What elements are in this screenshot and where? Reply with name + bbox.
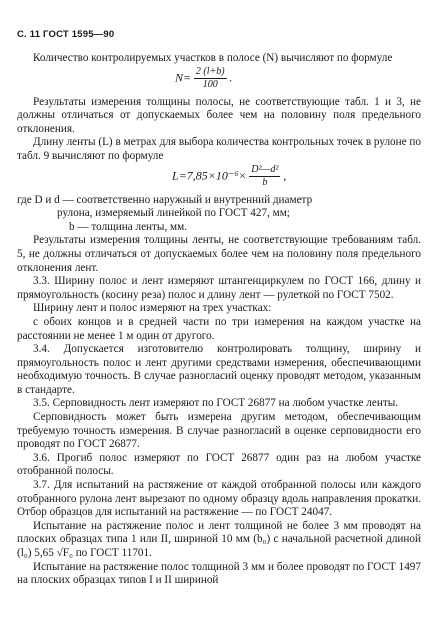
formula-numerator: 2 (l+b) bbox=[195, 65, 225, 77]
where-line-continued: рулона, измеряемый линейкой по ГОСТ 427, мм; bbox=[57, 207, 290, 220]
formula-tail: . bbox=[229, 70, 233, 85]
formula-lhs: L=7,85×10⁻⁶× bbox=[172, 168, 247, 183]
formula-denominator: b bbox=[262, 176, 268, 188]
paragraph: Результаты измерения толщины ленты, не соответствующие требованиям табл. 5, не должны отличаться от допускаемых более чем на половину поля предельного отклонения лент. bbox=[17, 234, 421, 274]
paragraph: Длину ленты (L) в метрах для выбора количества контрольных точек в рулоне по табл. 9 вычисляют по формуле bbox=[17, 136, 421, 162]
paragraph: Ширину лент и полос измеряют на трех участках: bbox=[33, 302, 272, 315]
where-line: где D и d — соответственно наружный и внутренний диаметр bbox=[17, 193, 313, 206]
paragraph: 3.6. Прогиб полос измеряют по ГОСТ 26877 один раз на любом участке отобранной полосы. bbox=[17, 451, 421, 478]
paragraph: Результаты измерения толщины полосы, не соответствующие табл. 1 и 3, не должны отличаться от допускаемых более чем на половину поля предельного отклонения. bbox=[17, 95, 421, 135]
formula-fraction bbox=[194, 66, 227, 91]
document-body bbox=[17, 52, 421, 588]
formula-denominator: 100 bbox=[202, 78, 218, 90]
paragraph: 3.5. Серповидность лент измеряют по ГОСТ 26877 на любом участке ленты. bbox=[33, 397, 399, 410]
paragraph: 3.4. Допускается изготовителю контролировать толщину, ширину и прямоугольность полос и лент другими средствами измерения, обеспечивающими необходимую точность. В случае разногласий оценку проводят методом, указанным в стандарте. bbox=[17, 343, 421, 396]
formula-numerator: D²—d² bbox=[251, 163, 279, 175]
formula-l bbox=[17, 164, 421, 194]
formula-lhs: N= bbox=[175, 70, 192, 85]
where-line-b: b — толщина ленты, мм. bbox=[69, 220, 187, 233]
paragraph: Количество контролируемых участков в полосе (N) вычисляют по формуле bbox=[33, 52, 393, 64]
paragraph: 3.3. Ширину полос и лент измеряют штангенциркулем по ГОСТ 166, длину и прямоугольность (косину реза) полос и длину лент — рулеткой по ГОСТ 7502. bbox=[17, 275, 421, 301]
paragraph: Серповидность может быть измерена другим методом, обеспечивающим требуемую точность измерения. В случае разногласий в оценке серповидности его проводят по ГОСТ 26877. bbox=[17, 411, 421, 451]
paragraph: с обоих концов и в средней части по три измерения на каждом участке на расстоянии не менее 1 м один от другого. bbox=[17, 315, 421, 342]
formula-tail: , bbox=[283, 168, 287, 183]
paragraph: 3.7. Для испытаний на растяжение от каждой отобранной полосы или каждого отобранного рулона лент вырезают по одному образцу вдоль направления прокатки. Отбор образцов для испытаний на растяжение — по ГОСТ 24047. bbox=[17, 479, 421, 519]
formula-fraction bbox=[249, 164, 280, 189]
paragraph: Испытание на растяжение полос и лент толщиной не более 3 мм проводят на плоских образцах типа 1 или II, шириной 10 мм (b₀) с начальной расчетной длиной (l₀) 5,65 √F₀ по ГОСТ 11701. bbox=[17, 519, 421, 559]
page-header: С. 11 ГОСТ 1595—90 bbox=[17, 29, 115, 40]
formula-n bbox=[17, 66, 421, 96]
paragraph: Испытание на растяжение полос толщиной 3 мм и более проводят по ГОСТ 1497 на плоских образцах типов I и II шириной bbox=[17, 560, 421, 587]
